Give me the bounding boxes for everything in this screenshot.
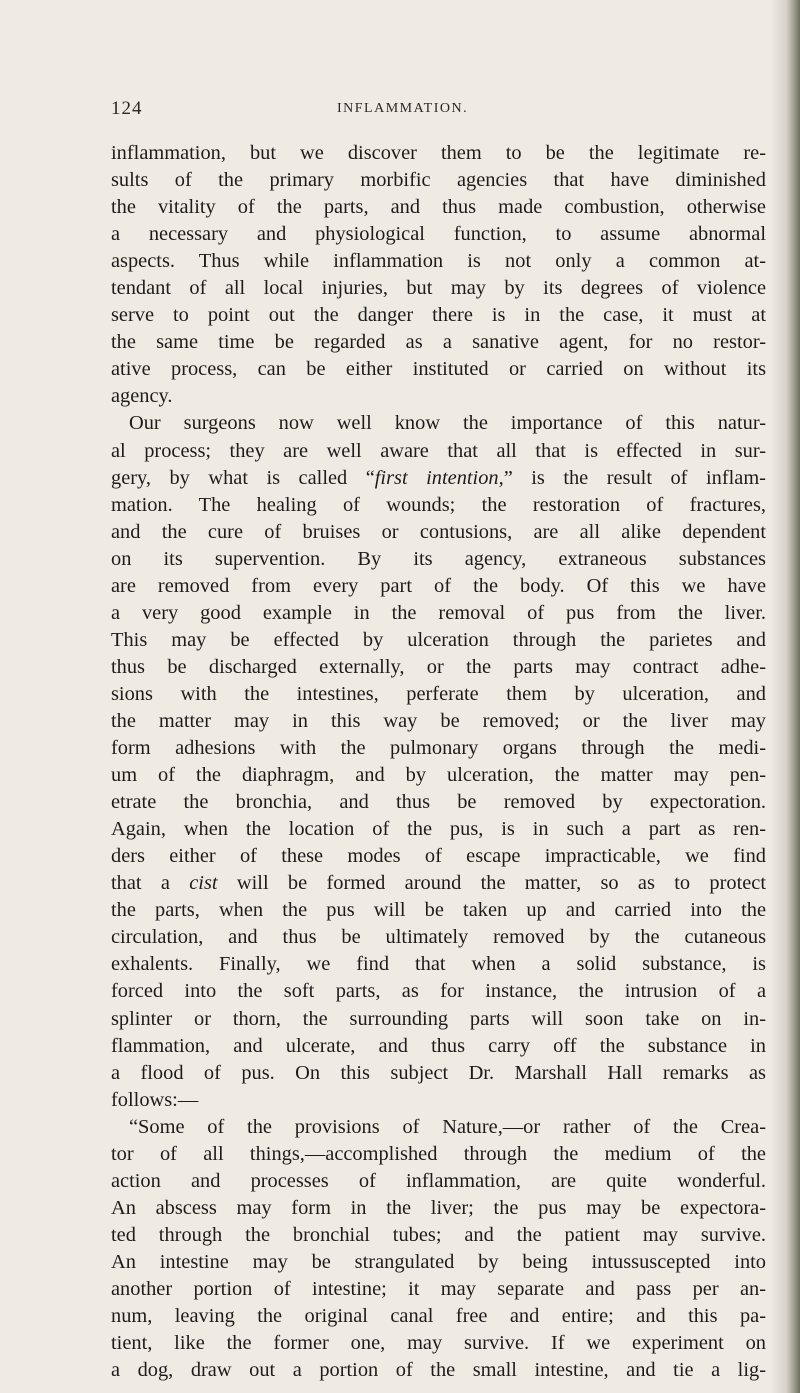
text-line: on its supervention. By its agency, extraneous substances (111, 547, 766, 570)
text-line: num, leaving the original canal free and entire; and this pa- (111, 1305, 766, 1328)
text-line: sions with the intestines, perferate them by ulceration, and (111, 682, 766, 705)
text-line: tor of all things,—accomplished through the medium of the (111, 1142, 766, 1165)
running-head (111, 98, 766, 122)
text-line: circulation, and thus be ultimately removed by the cutaneous (111, 926, 766, 949)
text-line: a flood of pus. On this subject Dr. Marshall Hall remarks as (111, 1061, 766, 1084)
text-line: Again, when the location of the pus, is in such a part as ren- (111, 818, 766, 841)
text-line: An intestine may be strangulated by being intussuscepted into (111, 1250, 766, 1273)
text-line: the parts, when the pus will be taken up and carried into the (111, 899, 766, 922)
text-line: forced into the soft parts, as for instance, the intrusion of a (111, 980, 766, 1003)
text-line: splinter or thorn, the surrounding parts will soon take on in- (111, 1007, 766, 1030)
running-title: INFLAMMATION. (337, 101, 469, 116)
text-line: thus be discharged externally, or the parts may contract adhe- (111, 655, 766, 678)
text-line: al process; they are well aware that all that is effected in sur- (111, 439, 766, 462)
text-line: another portion of intestine; it may separate and pass per an- (111, 1277, 766, 1300)
text-line: um of the diaphragm, and by ulceration, the matter may pen- (111, 764, 766, 787)
italic-phrase: cist (189, 872, 218, 895)
text-line: the matter may in this way be removed; or the liver may (111, 709, 766, 732)
text-line: ders either of these modes of escape impracticable, we find (111, 845, 766, 868)
text-line: serve to point out the danger there is in the case, it must at (111, 304, 766, 327)
page-edge-shadow (786, 0, 800, 1393)
text-line: tendant of all local injuries, but may by its degrees of violence (111, 277, 766, 300)
text-line: An abscess may form in the liver; the pus may be expectora- (111, 1196, 766, 1219)
text-line: follows:— (111, 1088, 199, 1111)
text-line: gery, by what is called “first intention,” is the result of inflam- (111, 466, 766, 489)
text-line: that a cist will be formed around the matter, so as to protect (111, 872, 766, 895)
text-line: Our surgeons now well know the importance of this natur- (129, 412, 766, 435)
text-line: tient, like the former one, may survive. If we experiment on (111, 1332, 766, 1355)
text-line: agency. (111, 385, 173, 408)
text-line: etrate the bronchia, and thus be removed by expectoration. (111, 791, 766, 814)
text-line: form adhesions with the pulmonary organs through the medi- (111, 737, 766, 760)
text-line: ted through the bronchial tubes; and the patient may survive. (111, 1223, 766, 1246)
text-line: flammation, and ulcerate, and thus carry off the substance in (111, 1034, 766, 1057)
text-line: and the cure of bruises or contusions, are all alike dependent (111, 520, 766, 543)
text-line: This may be effected by ulceration through the parietes and (111, 628, 766, 651)
text-line: action and processes of inflammation, are quite wonderful. (111, 1169, 766, 1192)
text-line: the same time be regarded as a sanative agent, for no restor- (111, 331, 766, 354)
text-line: sults of the primary morbific agencies that have diminished (111, 169, 766, 192)
text-line: inflammation, but we discover them to be the legitimate re- (111, 142, 766, 164)
text-line: a necessary and physiological function, to assume abnormal (111, 223, 766, 246)
text-line: aspects. Thus while inflammation is not only a common at- (111, 250, 766, 273)
page-number: 124 (111, 98, 143, 119)
body-text (111, 140, 766, 1384)
italic-phrase: first intention, (374, 466, 504, 489)
text-line: “Some of the provisions of Nature,—or rather of the Crea- (129, 1115, 766, 1138)
text-line: ative process, can be either instituted or carried on without its (111, 358, 766, 381)
text-line: a very good example in the removal of pus from the liver. (111, 601, 766, 624)
text-line: the vitality of the parts, and thus made combustion, otherwise (111, 196, 766, 219)
text-line: are removed from every part of the body. Of this we have (111, 574, 766, 597)
text-line: a dog, draw out a portion of the small intestine, and tie a lig- (111, 1359, 766, 1382)
text-line: exhalents. Finally, we find that when a solid substance, is (111, 953, 766, 976)
text-line: mation. The healing of wounds; the restoration of fractures, (111, 493, 766, 516)
